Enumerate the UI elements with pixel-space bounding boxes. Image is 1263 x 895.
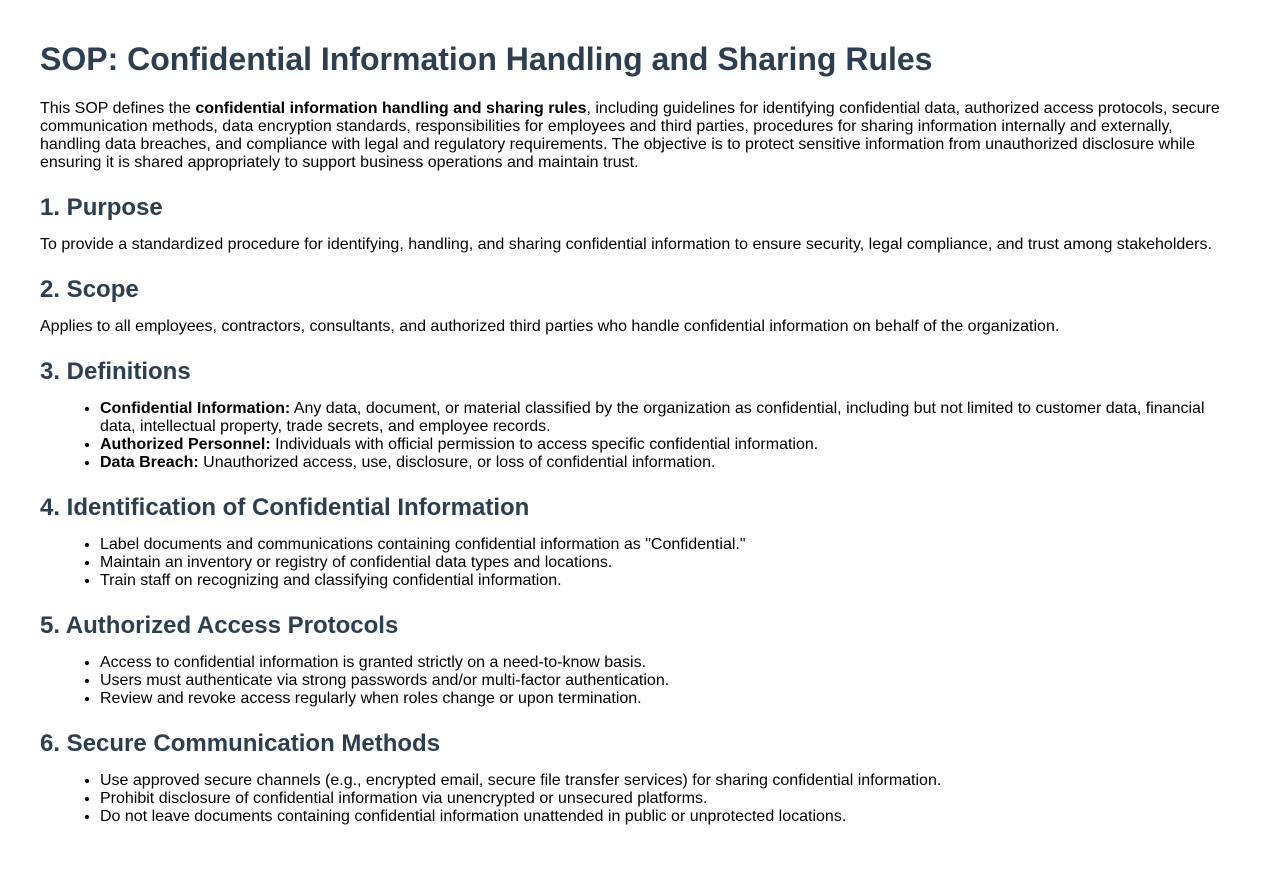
intro-paragraph bbox=[40, 100, 1223, 172]
intro-bold: confidential information handling and sharing rules bbox=[195, 100, 587, 117]
section-text-purpose: To provide a standardized procedure for identifying, handling, and sharing confidential information to ensure security, legal compliance, and trust among stakeholders. bbox=[40, 236, 1212, 253]
definition-term: Authorized Personnel: bbox=[100, 436, 271, 453]
list-item: • Train staff on recognizing and classifying confidential information. bbox=[100, 572, 1223, 590]
definition-text: Unauthorized access, use, disclosure, or loss of confidential information. bbox=[198, 454, 716, 471]
section-heading-access: 5. Authorized Access Protocols bbox=[40, 612, 399, 639]
list-item: • Use approved secure channels (e.g., encrypted email, secure file transfer services) for sharing confidential information. bbox=[100, 772, 1223, 790]
intro-prefix: This SOP defines the bbox=[40, 100, 196, 117]
list-item: • Do not leave documents containing confidential information unattended in public or unprotected locations. bbox=[100, 808, 1223, 826]
list-item: • Users must authenticate via strong passwords and/or multi-factor authentication. bbox=[100, 672, 1223, 690]
definitions-list bbox=[40, 400, 1223, 472]
definition-term: Confidential Information: bbox=[100, 400, 291, 417]
list-item bbox=[100, 400, 1223, 436]
page-title: SOP: Confidential Information Handling and Sharing Rules bbox=[40, 41, 933, 77]
definition-term: Data Breach: bbox=[100, 454, 199, 471]
section-heading-definitions: 3. Definitions bbox=[40, 358, 191, 385]
section-heading-identification: 4. Identification of Confidential Information bbox=[40, 494, 530, 521]
intro-suffix: , including guidelines for identifying confidential data, authorized access protocols, secure communication methods, data encryption standards, responsibilities for employees and third parties, procedures for sharing information internally and externally, handling data breaches, and compliance with legal and regulatory requirements. The objective is to protect sensitive information from unauthorized disclosure while ensuring it is shared appropriately to support business operations and maintain trust. bbox=[40, 100, 1220, 171]
section-heading-scope: 2. Scope bbox=[40, 276, 139, 303]
list-item: • Access to confidential information is granted strictly on a need-to-know basis. bbox=[100, 654, 1223, 672]
list-item bbox=[100, 454, 1223, 472]
section-heading-purpose: 1. Purpose bbox=[40, 194, 163, 221]
communication-list bbox=[40, 772, 1223, 826]
access-list bbox=[40, 654, 1223, 708]
list-item: • Prohibit disclosure of confidential information via unencrypted or unsecured platforms. bbox=[100, 790, 1223, 808]
list-item: • Review and revoke access regularly when roles change or upon termination. bbox=[100, 690, 1223, 708]
definition-text: Any data, document, or material classified by the organization as confidential, including but not limited to customer data, financial data, intellectual property, trade secrets, and employee records. bbox=[100, 400, 1205, 435]
section-text-scope: Applies to all employees, contractors, consultants, and authorized third parties who handle confidential information on behalf of the organization. bbox=[40, 318, 1060, 335]
list-item: • Label documents and communications containing confidential information as "Confidential." bbox=[100, 536, 1223, 554]
section-heading-communication: 6. Secure Communication Methods bbox=[40, 730, 441, 757]
list-item bbox=[100, 436, 1223, 454]
definition-text: Individuals with official permission to access specific confidential information. bbox=[270, 436, 819, 453]
identification-list bbox=[40, 536, 1223, 590]
list-item: • Maintain an inventory or registry of confidential data types and locations. bbox=[100, 554, 1223, 572]
